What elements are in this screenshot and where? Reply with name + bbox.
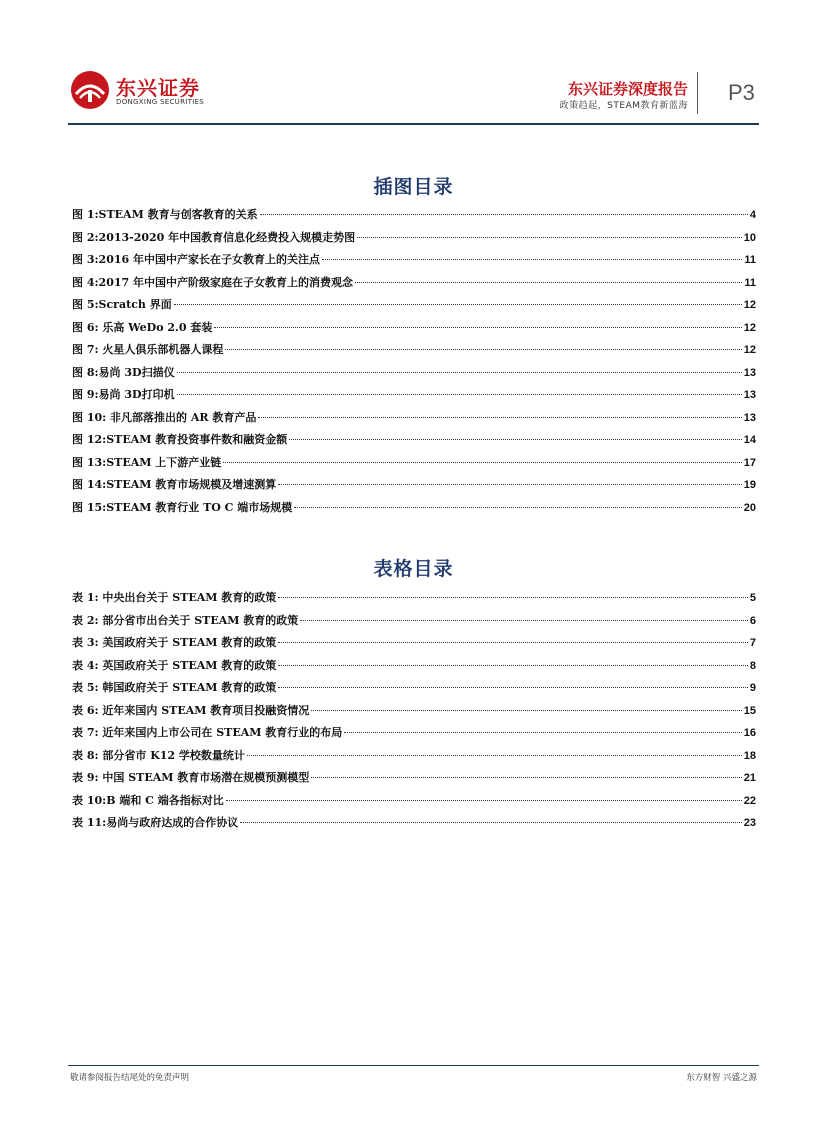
figure-toc-label: 图 13:STEAM 上下游产业链 xyxy=(72,455,222,469)
toc-leader-dots xyxy=(355,282,742,283)
logo-text-cn: 东兴证券 xyxy=(116,76,200,100)
figure-toc-label: 图 5:Scratch 界面 xyxy=(72,298,172,311)
table-toc-entry[interactable] xyxy=(72,679,756,702)
toc-leader-dots xyxy=(278,687,748,688)
toc-leader-dots xyxy=(289,439,741,440)
toc-leader-dots xyxy=(214,327,741,328)
figure-toc-entry[interactable] xyxy=(72,476,756,499)
table-toc-entry[interactable] xyxy=(72,634,756,657)
table-toc-page-number: 15 xyxy=(743,704,756,717)
figure-toc-label: 图 2:2013-2020 年中国教育信息化经费投入规模走势图 xyxy=(72,230,356,244)
footer-rule xyxy=(68,1065,759,1066)
table-toc-label: 表 4: 英国政府关于 STEAM 教育的政策 xyxy=(72,658,277,672)
toc-leader-dots xyxy=(278,597,748,598)
table-toc-page-number: 23 xyxy=(743,817,756,829)
toc-leader-dots xyxy=(258,417,741,418)
toc-leader-dots xyxy=(177,372,742,373)
figure-toc-page-number: 13 xyxy=(743,411,756,424)
footer-slogan: 东方财智 兴盛之源 xyxy=(686,1073,757,1083)
figure-toc-entry[interactable] xyxy=(72,251,756,274)
figure-toc-page-number: 12 xyxy=(743,299,756,311)
figure-toc-entry[interactable] xyxy=(72,431,756,454)
table-toc-label: 表 3: 美国政府关于 STEAM 教育的政策 xyxy=(72,636,277,649)
table-toc-label: 表 9: 中国 STEAM 教育市场潜在规模预测模型 xyxy=(72,771,310,784)
report-subtitle: 政策趋起，STEAM教育新蓝海 xyxy=(559,101,688,111)
table-toc-label: 表 2: 部分省市出台关于 STEAM 教育的政策 xyxy=(72,613,299,627)
figure-toc-entry[interactable] xyxy=(72,319,756,342)
table-toc-page-number: 18 xyxy=(743,749,756,762)
table-toc-entry[interactable] xyxy=(72,612,756,635)
table-toc-entry[interactable] xyxy=(72,769,756,792)
figure-toc-label: 图 1:STEAM 教育与创客教育的关系 xyxy=(72,208,258,221)
table-toc-label: 表 11:易尚与政府达成的合作协议 xyxy=(72,816,239,829)
tables-toc-title: 表格目录 xyxy=(373,558,454,580)
dongxing-logo-icon xyxy=(70,70,110,110)
figure-toc-label: 图 15:STEAM 教育行业 TO C 端市场规模 xyxy=(72,500,293,514)
table-toc-page-number: 22 xyxy=(743,794,756,807)
toc-leader-dots xyxy=(177,394,742,395)
toc-leader-dots xyxy=(240,822,742,823)
toc-leader-dots xyxy=(294,507,741,508)
table-toc-label: 表 6: 近年来国内 STEAM 教育项目投融资情况 xyxy=(72,703,310,717)
table-toc-entry[interactable] xyxy=(72,747,756,770)
figure-toc-entry[interactable] xyxy=(72,206,756,229)
table-toc-entry[interactable] xyxy=(72,702,756,725)
toc-leader-dots xyxy=(344,732,741,733)
toc-leader-dots xyxy=(260,214,748,215)
figure-toc-entry[interactable] xyxy=(72,274,756,297)
table-toc-page-number: 16 xyxy=(743,727,756,739)
table-toc-entry[interactable] xyxy=(72,814,756,837)
figure-toc-entry[interactable] xyxy=(72,229,756,252)
figure-toc-page-number: 12 xyxy=(743,321,756,334)
toc-leader-dots xyxy=(278,642,748,643)
header-divider xyxy=(697,72,698,114)
table-toc-label: 表 8: 部分省市 K12 学校数量统计 xyxy=(72,748,245,762)
figure-toc-page-number: 12 xyxy=(743,344,756,356)
page-number: P3 xyxy=(728,80,755,105)
table-toc-page-number: 9 xyxy=(749,682,756,694)
figure-toc-label: 图 10: 非凡部落推出的 AR 教育产品 xyxy=(72,410,257,424)
table-toc-page-number: 21 xyxy=(743,772,756,784)
table-toc-entry[interactable] xyxy=(72,589,756,612)
figure-toc-page-number: 13 xyxy=(743,366,756,379)
footer-disclaimer: 敬请参阅报告结尾处的免责声明 xyxy=(70,1073,190,1083)
table-toc-label: 表 5: 韩国政府关于 STEAM 教育的政策 xyxy=(72,681,277,694)
figure-toc-label: 图 12:STEAM 教育投资事件数和融资金额 xyxy=(72,433,288,446)
table-toc-entry[interactable] xyxy=(72,724,756,747)
figure-toc-page-number: 17 xyxy=(743,456,756,469)
figure-toc-entry[interactable] xyxy=(72,409,756,432)
toc-leader-dots xyxy=(247,755,742,756)
table-toc-page-number: 8 xyxy=(749,659,756,672)
figure-toc-label: 图 4:2017 年中国中产阶级家庭在子女教育上的消费观念 xyxy=(72,275,353,289)
figure-toc-label: 图 3:2016 年中国中产家长在子女教育上的关注点 xyxy=(72,253,320,266)
figure-toc-entry[interactable] xyxy=(72,454,756,477)
toc-leader-dots xyxy=(225,349,741,350)
figure-toc-page-number: 4 xyxy=(749,209,756,221)
figure-toc-entry[interactable] xyxy=(72,499,756,522)
toc-leader-dots xyxy=(322,259,742,260)
toc-leader-dots xyxy=(223,462,741,463)
figure-toc-label: 图 9:易尚 3D打印机 xyxy=(72,388,175,401)
toc-leader-dots xyxy=(311,710,741,711)
table-toc-page-number: 5 xyxy=(749,592,756,604)
figures-toc-title: 插图目录 xyxy=(373,176,454,198)
toc-leader-dots xyxy=(300,620,748,621)
figure-toc-entry[interactable] xyxy=(72,296,756,319)
figure-toc-entry[interactable] xyxy=(72,341,756,364)
figure-toc-page-number: 11 xyxy=(744,276,756,289)
toc-leader-dots xyxy=(311,777,741,778)
table-toc-entry[interactable] xyxy=(72,657,756,680)
figure-toc-entry[interactable] xyxy=(72,364,756,387)
toc-leader-dots xyxy=(226,800,742,801)
figure-toc-entry[interactable] xyxy=(72,386,756,409)
table-toc-label: 表 1: 中央出台关于 STEAM 教育的政策 xyxy=(72,591,277,604)
figure-toc-label: 图 14:STEAM 教育市场规模及增速测算 xyxy=(72,478,277,491)
toc-leader-dots xyxy=(278,484,741,485)
figure-toc-page-number: 10 xyxy=(743,231,756,244)
figures-toc-list xyxy=(72,206,756,521)
company-logo xyxy=(70,70,210,114)
table-toc-page-number: 7 xyxy=(749,637,756,649)
report-title: 东兴证券深度报告 xyxy=(567,80,688,98)
figure-toc-label: 图 6: 乐高 WeDo 2.0 套装 xyxy=(72,320,213,334)
toc-leader-dots xyxy=(174,304,742,305)
figure-toc-label: 图 8:易尚 3D扫描仪 xyxy=(72,365,175,379)
figure-toc-label: 图 7: 火星人俱乐部机器人课程 xyxy=(72,343,224,356)
figure-toc-page-number: 20 xyxy=(743,501,756,514)
toc-leader-dots xyxy=(278,665,748,666)
table-toc-entry[interactable] xyxy=(72,792,756,815)
table-toc-page-number: 6 xyxy=(749,614,756,627)
page-header xyxy=(0,0,827,130)
logo-text-en: DONGXING SECURITIES xyxy=(116,98,205,106)
toc-leader-dots xyxy=(357,237,742,238)
table-toc-label: 表 10:B 端和 C 端各指标对比 xyxy=(72,793,224,807)
header-rule xyxy=(68,123,759,125)
table-toc-label: 表 7: 近年来国内上市公司在 STEAM 教育行业的布局 xyxy=(72,726,343,739)
figure-toc-page-number: 13 xyxy=(743,389,756,401)
tables-toc-list xyxy=(72,589,756,837)
figure-toc-page-number: 11 xyxy=(744,254,756,266)
figure-toc-page-number: 14 xyxy=(743,434,756,446)
figure-toc-page-number: 19 xyxy=(743,479,756,491)
